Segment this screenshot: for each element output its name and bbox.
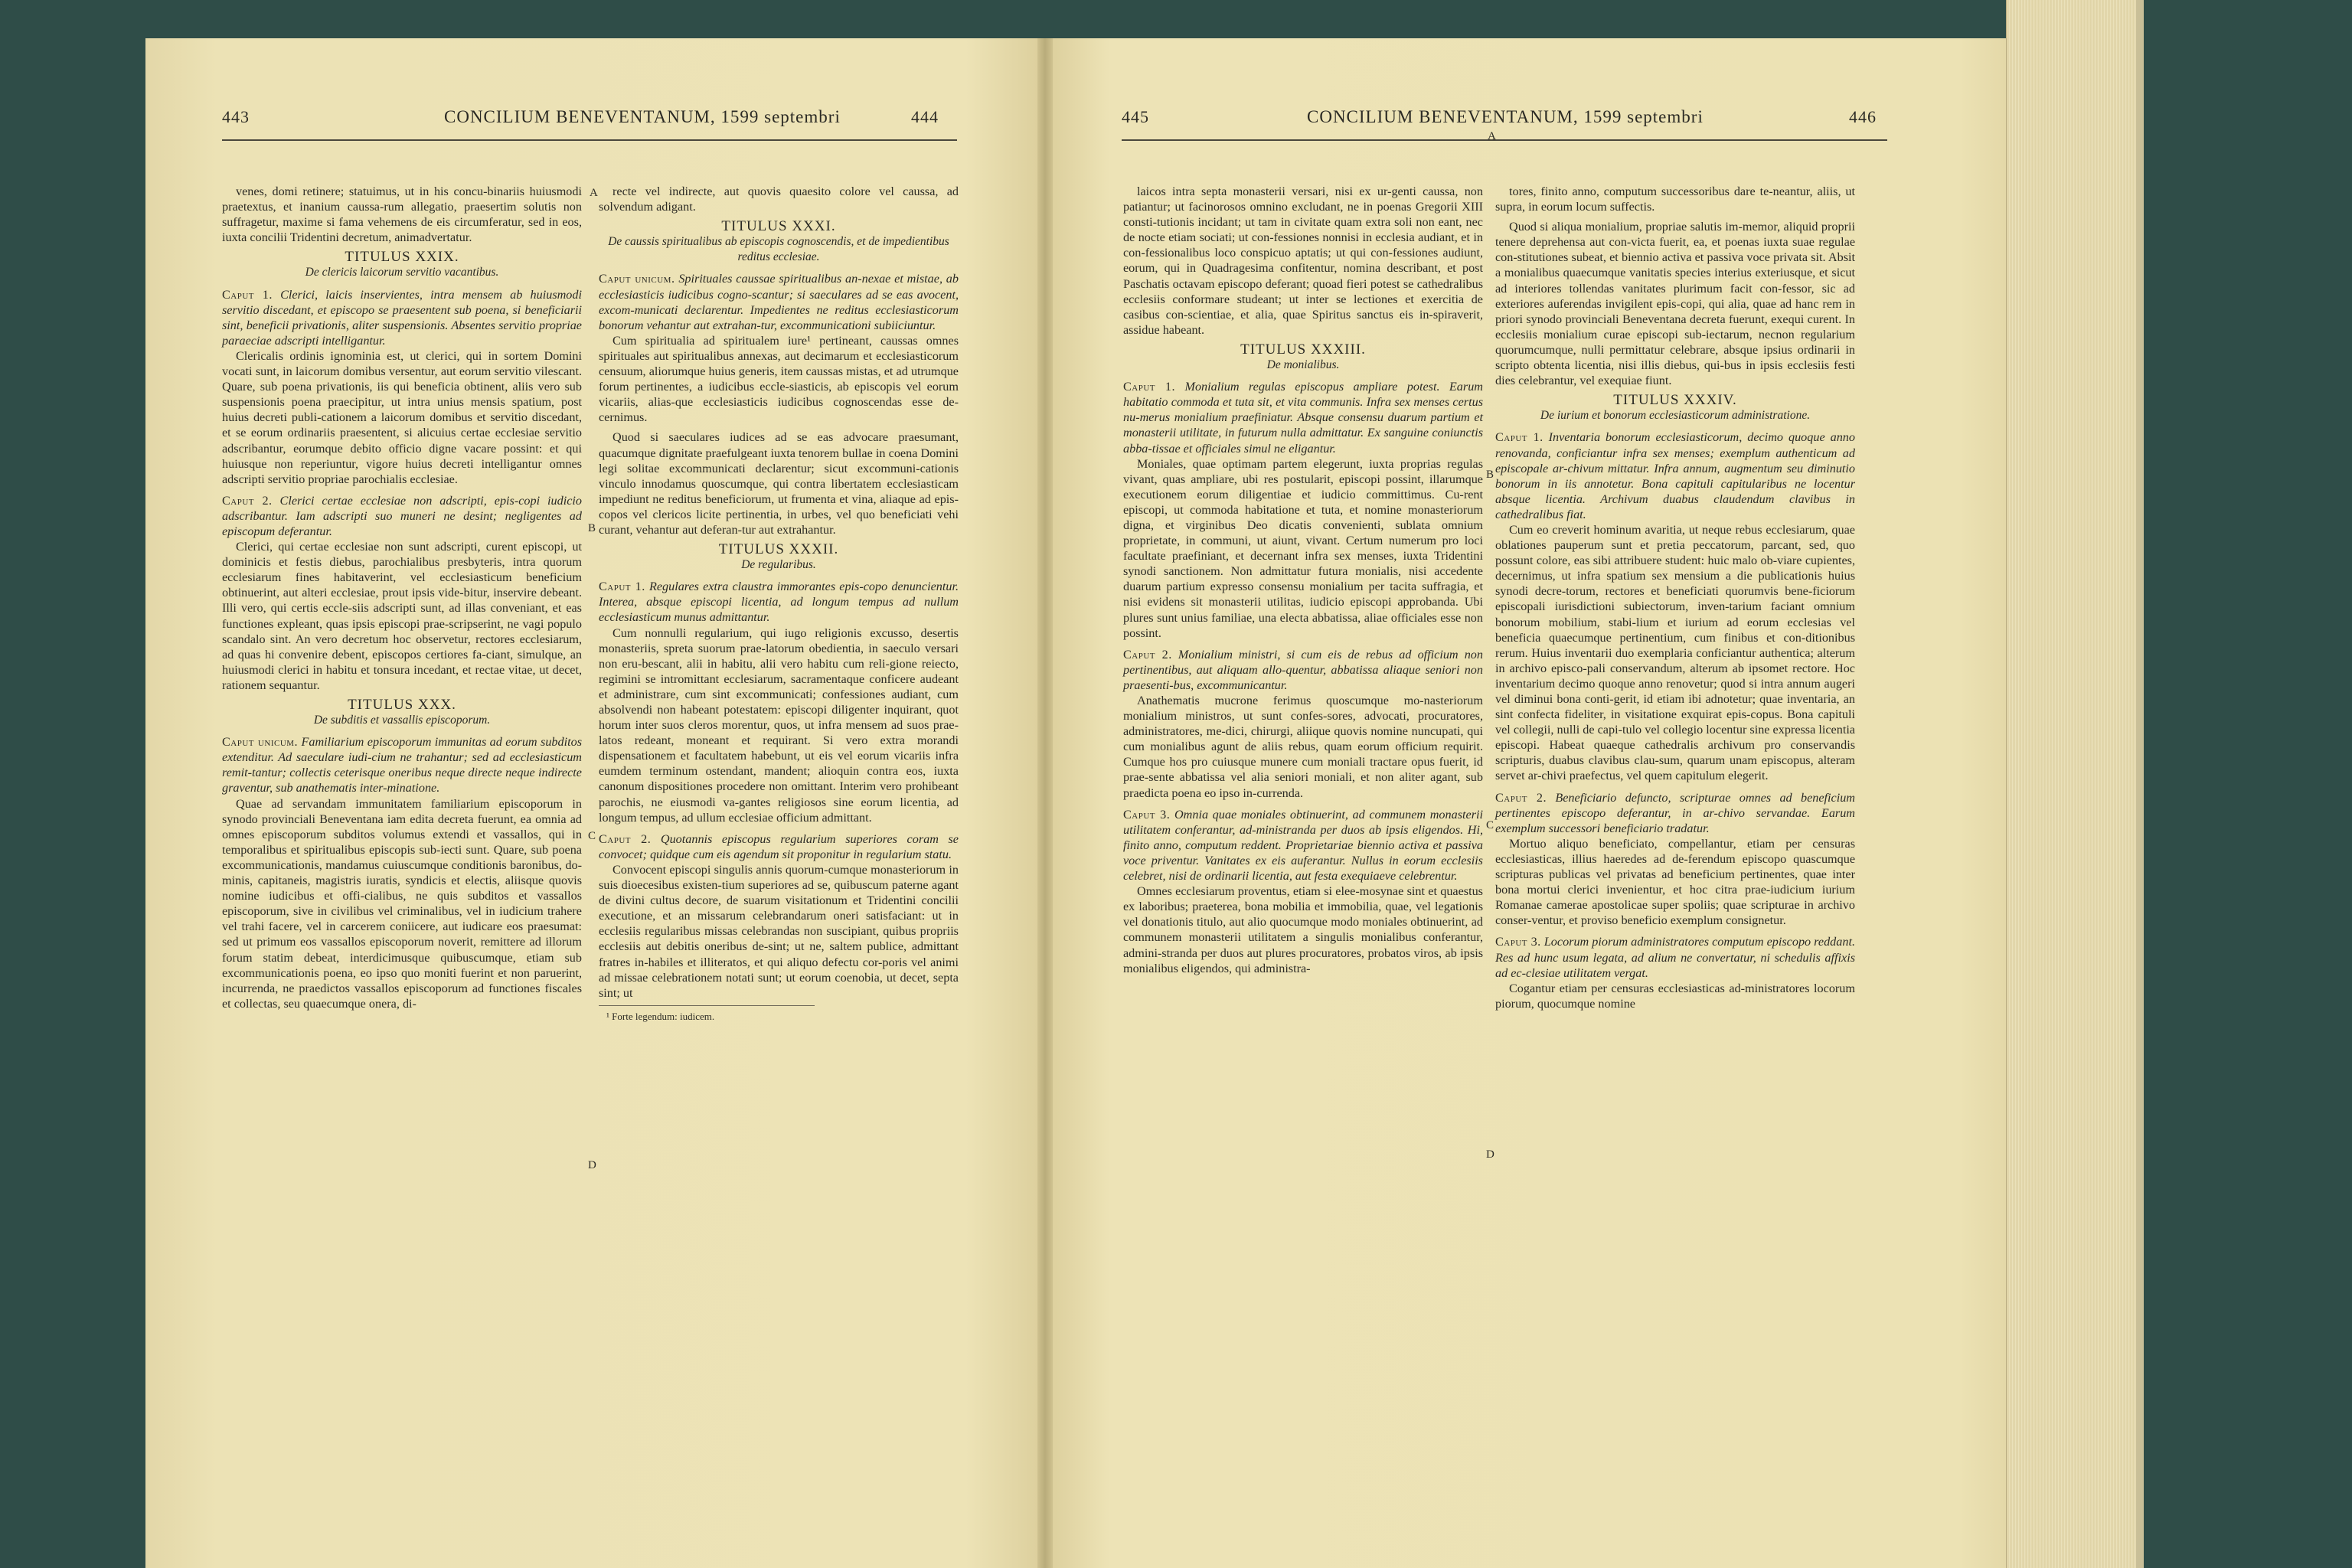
- chapter-summary: [599, 831, 959, 862]
- section-rubric: De caussis spiritualibus ab episcopis cognoscendis, et de impedientibus reditus ecclesiae.: [608, 235, 949, 264]
- chapter-summary: [1123, 807, 1483, 884]
- chapter-summary: [1495, 934, 1855, 980]
- margin-letter: A: [590, 187, 598, 199]
- chapter-label: Caput 2.: [222, 493, 273, 508]
- chapter-summary: [222, 734, 582, 795]
- book-gutter: [1037, 38, 1053, 1568]
- chapter-summary-text: Regulares extra claustra immorantes epis-copo denuncientur. Interea, absque episcopi licentia, ad longum tempus ad nullum ecclesiasticum munus admittantur.: [599, 580, 959, 625]
- body-paragraph: Cum spiritualia ad spiritualem iure¹ pertineant, caussas omnes spirituales aut spiritualibus annexas, aut decimarum et ecclesiasticorum censuum, aliorumque huius generis, item caussas mistas, et ad utrumque forum pertinentes, a iudicibus eccle-siasticis, ab episcopis vel eorum vicariis, alias-que ecclesiasticis iudicibus cognoscendas esse de-cernimus.: [599, 333, 959, 425]
- section-rubric: De monialibus.: [1266, 358, 1340, 372]
- chapter-summary: [1495, 430, 1855, 522]
- book-page-edges: [2006, 0, 2137, 1568]
- section-title: TITULUS XXXII.: [718, 541, 839, 558]
- chapter-summary-text: Monialium regulas episcopus ampliare potest. Earum habitatio commoda et tuta sit, et vita communis. Infra sex menses certus nu-merus monialium praefiniatur. Absque consensu duarum partium et monasterii utilitate, in futurum nulla admittatur. Ex sanguine coniunctis abba-tissae et officiales simul ne eligantur.: [1123, 380, 1483, 456]
- section-title: TITULUS XXXI.: [721, 218, 836, 235]
- margin-letter: B: [1486, 469, 1494, 481]
- chapter-summary: [1123, 647, 1483, 693]
- chapter-summary: [222, 493, 582, 539]
- chapter-summary-text: Inventaria bonorum ecclesiasticorum, decimo quoque anno renovanda, conficiantur infra sex menses; exemplum authenticum ad episcopale ar-chivum mittatur. Infra annum, augmentum seu diminutio bonorum in iis annotetur. Bona capituli capitularibus ne locentur absque licentia. Archivum duabus claudendum clavibus in cathedralibus fiat.: [1495, 430, 1855, 521]
- text-column: [222, 184, 582, 1016]
- chapter-summary-text: Spirituales caussae spiritualibus an-nexae et mistae, ab ecclesiasticis iudicibus cogno-scantur; si saeculares ad se eas avocent, excom-municati declarentur. Impedientes ne reditus ecclesiasticorum bonorum vehantur aut extrahan-tur, excommunicationi subiiciuntur.: [599, 272, 959, 332]
- margin-letter: C: [588, 830, 596, 842]
- body-paragraph: tores, finito anno, computum successoribus dare te-neantur, aliis, ut supra, in eorum locum suffectis.: [1495, 185, 1855, 214]
- chapter-summary: [1495, 790, 1855, 836]
- chapter-summary-text: Clerici certae ecclesiae non adscripti, epis-copi iudicio adscribantur. Iam adscripti suo muneri ne desint; negligentes ad episcopum deferantur.: [222, 493, 582, 538]
- header-rule: [1122, 139, 1887, 141]
- body-paragraph: Quod si aliqua monialium, propriae salutis im-memor, aliquid proprii tenere deprehensa aut con-victa fuerit, ea, et poenas iuxta suae regulae con-stitutiones subeat, et biennio activa et passiva voce privata sit. Absit a monialibus quaecumque vanitatis species interius exteriusque, et sicut ad interiores tollendas vanitates plurimum facit con-fessor, sic ad exteriores auferendas invigilent epis-copi, qui alia, quae ad hanc rem in priori synodo provinciali Beneventana decreta fuerunt, exequi curent. In ecclesiis monialium curae episcopi sub-iectarum, necnon regularium quorumcumque, nulli permittatur celebrare, absque ipsius ordinarii in scripto obtenta licentia, nisi illis diebus, qui-bus in ipsis ecclesiis festi dies celebrantur, vel exequiae fiunt.: [1495, 220, 1855, 388]
- body-paragraph: Cogantur etiam per censuras ecclesiasticas ad-ministratores locorum piorum, quocumque nomine: [1495, 981, 1855, 1011]
- body-paragraph: Clerici, qui certae ecclesiae non sunt adscripti, curent episcopi, ut dominicis et festis diebus, parochialibus presbyteris, intra quorum ecclesiarum fines habitaverint, vel ecclesiasticum beneficium obtinuerint, aut alteri ecclesiae, prout ipsis vide-bitur, inservire debeant. Illi vero, qui certis eccle-siis adscripti sunt, ad illas conveniant, et eas functiones expleant, quas ipsis episcopi prae-scripserint, ne vagi populo scandalo sint. An vero decretum hoc observetur, rectores ecclesiarum, ad quas hi convenire debent, episcopos certiores fa-ciant, simulque, an huiusmodi clerici in habitu et tonsura incedant, et rectae vitae, ut decet, rationem sequantur.: [222, 540, 582, 692]
- chapter-summary-text: Clerici, laicis inservientes, intra mensem ab huiusmodi servitio discedant, et episcopo se praesentent sub poena, si beneficiarii sint, beneficii privationis, aliter suspensionis. Absentes servitio propriae paraeciae adscripti intelligantur.: [222, 287, 582, 348]
- chapter-summary: [1123, 379, 1483, 456]
- section-title: TITULUS XXIX.: [345, 249, 459, 266]
- chapter-summary: [599, 271, 959, 332]
- chapter-label: Caput unicum.: [222, 735, 299, 750]
- running-title: CONCILIUM BENEVENTANUM, 1599 septembri: [1307, 107, 1704, 126]
- footnote: ¹ Forte legendum: iudicem.: [599, 1005, 815, 1024]
- chapter-label: Caput unicum.: [599, 272, 675, 286]
- body-paragraph: Omnes ecclesiarum proventus, etiam si elee-mosynae sint et quaestus ex laboribus; praeterea, bona mobilia et immobilia, quae, vel legationis vel donationis titulo, aut alio quocumque modo moniales obtinuerint, ad communem monasterii utilitatem a singulis monialibus conferantur, admini-stranda per duos aut plures procuratores, probatos viros, ab ipsis monialibus eligendos, qui administra-: [1123, 884, 1483, 975]
- body-paragraph: Cum eo creverit hominum avaritia, ut neque rebus ecclesiarum, quae oblationes pauperum sunt et pretia peccatorum, parcant, sed, quo possunt colore, eas sibi attribuere student: huic malo ob-viare cupientes, decernimus, ut infra spatium sex mensium a die publicationis huius synodi decre-torum, rectores et beneficiati quorumvis bene-ficiorum episcopali iurisdictioni subiectorum, inven-tarium faciant omnium bonorum mobilium, stabi-lium et iurium ad eorum ecclesias vel beneficia quaecumque pertinentium, cum finibus et con-ditionibus rerum. Huius inventarii duo exemplaria conficiantur authentica; alterum in archivo episco-pali conservandum, alterum ab ipsomet rectore. Hoc inventarium decimo quoque anno renovetur; quod si intra annum augeri vel diminui bona conti-gerit, id etiam ibi adnotetur; quae inventaria, an sint confecta fideliter, in visitatione exquirat epis-copus. Bona capituli vel collegii, nulli de capi-tulo vel collegio locentur sine expressa licentia episcopi. Habeat quaeque cathedralis archivum pro conservandis scripturis, duabus clavibus clau-sum, quarum unam episcopus, alteram servet ar-chivi praefectus, vel quem capitulum elegerit.: [1495, 522, 1855, 783]
- body-paragraph: Anathematis mucrone ferimus quoscumque mo-nasteriorum monialium ministros, ut sunt confes-sores, advocati, procuratores, administratores, me-dici, chirurgi, aliique quovis nomine nuncupati, qui cum monialibus agunt de aliis rebus, quam eorum officium requirit. Cumque hos pro cuiusque munere cum moniali tractare opus fuerit, id prae-sente abbatissa vel alia seniori moniali, et non aliter agant, sub praedicta poena eo ipso in-currenda.: [1123, 694, 1483, 800]
- chapter-label: Caput 1.: [599, 580, 645, 594]
- chapter-label: Caput 1.: [222, 287, 273, 302]
- page-number: 446: [1849, 107, 1877, 126]
- chapter-summary-text: Quotannis episcopus regularium superiores coram se convocet; quidque cum eis agendum sit proponitur in regularium statu.: [599, 831, 959, 861]
- section-rubric: De clericis laicorum servitio vacantibus.: [305, 266, 499, 279]
- body-paragraph: Cum nonnulli regularium, qui iugo religionis excusso, desertis monasteriis, spreta suorum prae-latorum obedientia, in saeculo versari non eru-bescant, alii in habitu, alii vero habitu cum reli-gione reiecto, regimini se intromittant ecclesiarum, sacramentaque conficere audeant et administrare, cum sint excommunicati; confessiones audiant, cum absolvendi non habeant potestatem: episcopi diligenter inquirant, quot horum inter suos cleros morentur, quos, ut infra mensem ad suos prae-latos redeant, moneant et requirant. Si vero extra morandi dispensationem et facultatem habebunt, ut eis vel eorum vicariis infra eumdem terminum ostendant, mandent; alioquin contra eos, iuxta canonum dispositiones procedere non omittant. Interim vero prohibeant parochis, ne eiusmodi va-gantes religiosos sine eorum licentia, ad longum tempus, ad ullum ecclesiae officium admittant.: [599, 626, 959, 825]
- running-header: [222, 107, 957, 138]
- chapter-summary-text: Familiarium episcoporum immunitas ad eorum subditos extenditur. Ad saeculare iudi-cium ne trahantur; sed ad ecclesiasticum remit-tantur; collectis ceterisque oneribus neque directe neque indirecte graventur, sub anathematis inter-minatione.: [222, 735, 583, 795]
- margin-letter: B: [588, 522, 596, 534]
- section-title: TITULUS XXXIII.: [1240, 341, 1366, 358]
- book-edge-shadow: [2136, 0, 2144, 1568]
- chapter-label: Caput 2.: [1123, 647, 1172, 662]
- margin-letter: C: [1486, 819, 1494, 831]
- margin-letter: D: [1486, 1148, 1494, 1161]
- section-rubric: De iurium et bonorum ecclesiasticorum administratione.: [1540, 409, 1811, 423]
- section-rubric: De subditis et vassallis episcoporum.: [313, 714, 491, 727]
- body-paragraph: Clericalis ordinis ignominia est, ut clerici, qui in sortem Domini vocati sunt, in laicorum domibus versentur, aut eorum servitio vilescant. Quare, sub poena privationis, iis qui beneficia obtinent, aliis vero sub suspensionis poena praecipitur, ut intra unius mensis spatium, post huius decreti publi-cationem a laicorum domibus et servitio discedant, et se eorum ordinariis praesentent, si alicuius certae ecclesiae servitio adscribantur, eorumque debito officio digne vacare possint: et qui huiusque non reperiuntur, vigore huius decreti intelligantur omnes adscripti servitio propriae parochialis ecclesiae.: [222, 348, 582, 486]
- section-rubric: De regularibus.: [741, 558, 816, 572]
- right-page: [1053, 38, 2006, 1568]
- running-header: [1122, 107, 1887, 138]
- chapter-summary-text: Omnia quae moniales obtinuerint, ad communem monasterii utilitatem conferantur, ad-ministranda per duos ab ipsis eligendos. Hi, finito anno, computum reddent. Proprietariae biennio activa et passiva voce priventur. Vanitates ex eis auferantur. Nullus in eorum ecclesiis celebret, nisi de ordinarii licentia, aut festa exequiaeve celebrentur.: [1123, 807, 1483, 884]
- left-page: [145, 38, 1037, 1568]
- running-title: CONCILIUM BENEVENTANUM, 1599 septembri: [444, 107, 841, 126]
- chapter-label: Caput 2.: [599, 831, 652, 846]
- chapter-summary: [222, 287, 582, 348]
- chapter-label: Caput 3.: [1495, 935, 1541, 949]
- chapter-label: Caput 3.: [1123, 807, 1171, 822]
- page-number: 445: [1122, 107, 1149, 126]
- body-paragraph: recte vel indirecte, aut quovis quaesito colore vel caussa, ad solvendum adigant.: [599, 185, 959, 214]
- section-title: TITULUS XXX.: [348, 697, 456, 713]
- chapter-summary: [599, 579, 959, 625]
- chapter-label: Caput 2.: [1495, 790, 1547, 805]
- body-paragraph: Quod si saeculares iudices ad se eas advocare praesumant, quacumque dignitate praefulgeant iuxta tenorem bullae in coena Domini legi solitae excommunicati declarentur; sicut excommuni-cationis vinculo innodamus quoscumque, qui contra libertatem ecclesiasticam impediunt ne reditus beneficiorum, ut frumenta et vina, aliaque ad epis-copos vel clericos licite pertinentia, in urbes, vel quo beneficiati vehi curant, vehantur aut deferan-tur aut extrahantur.: [599, 430, 959, 537]
- body-paragraph: Moniales, quae optimam partem elegerunt, iuxta proprias regulas vivant, quas ampliare, ubi res postularit, episcopi possint, illarumque executionem eorum diligentiae et iudicio committimus. Cu-rent episcopi, ut commoda habitatione et tuta, et nomine monasteriorum digna, et virginibus Deo dicatis convenienti, sublata omnium proprietate, in communi, ut aiunt, vivant. Certum numerum pro loci facultate praefiniant, et decernant infra sex menses, iuxta Tridentini synodi sanctionem. Non admittatur futura monialis, nisi accedente duarum partium expresso consensu monialium per tacita suffragia, et nisi evidens sit monasterii utilitas, iudicio episcopi approbanda. Ubi plures sunt unius familiae, una electa abbatissa, aliae officiales esse non possint.: [1123, 456, 1483, 640]
- chapter-label: Caput 1.: [1123, 380, 1176, 394]
- page-number: 443: [222, 107, 250, 126]
- margin-letter: D: [588, 1159, 596, 1171]
- page-number: 444: [911, 107, 939, 126]
- chapter-label: Caput 1.: [1495, 430, 1544, 445]
- body-paragraph: Mortuo aliquo beneficiato, compellantur, etiam per censuras ecclesiasticas, illius haeredes ad de-ferendum episcopo quascumque scripturas publicas vel privatas ad beneficium pertinentes, quae inter bona mortui clerici invenientur, et hoc citra prae-iudicium iurium Romanae camerae apostolicae super spoliis; quae scripturae in archivo conser-ventur, et proviso beneficio exemplum consignetur.: [1495, 836, 1855, 928]
- chapter-summary-text: Beneficiario defuncto, scripturae omnes ad beneficium pertinentes episcopo deferantur, in ar-chivo servandae. Earum exemplum successori beneficiario tradatur.: [1495, 790, 1855, 835]
- chapter-summary-text: Locorum piorum administratores computum episcopo reddant. Res ad hunc usum legata, ad alium ne convertatur, ni schedulis affixis ad ec-clesiae utilitatem vergat.: [1495, 935, 1855, 980]
- text-column: [599, 184, 959, 1024]
- text-column: [1495, 184, 1855, 1016]
- body-paragraph: laicos intra septa monasterii versari, nisi ex ur-genti caussa, non patiantur; ut facinorosos omnino excludant, ne in poenas Gregorii XIII consti-tutionis incidant; ut tam in civitate quam extra soli non eant, nec de nocte etiam sociati; ut con-fessiones nonnisi in ecclesia audiant, et in con-fessionalibus loco conspicuo aptatis; ut qui con-fessiones audiunt, eorum, qui in Quadragesima confitentur, nomina describant, et post Paschatis octavam episcopo deferant; quoad fieri potest se cathedralibus ecclesiis conformare studeant; ut inter se lectiones et exercitia de casibus con-scientiae, et alia, quae Spiritus sanctus eis in-spiraverit, assidue habeant.: [1123, 185, 1483, 337]
- section-title: TITULUS XXXIV.: [1613, 392, 1737, 409]
- text-column: [1123, 184, 1483, 981]
- body-paragraph: venes, domi retinere; statuimus, ut in his concu-binariis huiusmodi praetextus, et inanium caussa-rum allegatio, praesertim solutis non suffragetur, maxime si fama vehemens de eis circumferatur, sed in eos, iuxta concilii Tridentini decretum, animadvertatur.: [222, 185, 582, 245]
- header-rule: [222, 139, 957, 141]
- body-paragraph: Quae ad servandam immunitatem familiarium episcoporum in synodo provinciali Beneventana iam edita decreta fuerunt, ea omnia ad omnes episcoporum subditos volumus extendi et vassallos, qui in temporalibus et spiritualibus episcopis sub-iecti sunt. Quare, sub poena excommunicationis, mandamus cuiuscumque conditionis baronibus, do-minis, capitaneis, magistris iuratis, syndicis et electis, aliisque quovis nomine iudicibus et offi-cialibus, ne quis subditos et vassallos episcoporum, sive in civilibus vel criminalibus, vel in iudicium trahere vel trahi facere, vel in carcerem coniicere, aut iudicare eos praesumat: sed ut primum eos vassallos episcoporum noverit, remittere ad illorum forum statim debeat, interdicimusque quibuscumque, etiam sub excommunicationis poena, eo ipso quo moniti fuerint et non paruerint, incurrenda, ne praedictos vassallos episcoporum ad functiones fiscales et collectas, seu quaecumque onera, di-: [222, 796, 582, 1011]
- chapter-summary-text: Monialium ministri, si cum eis de rebus ad officium non pertinentibus, aut aliquam allo-quentur, abbatissa aliaque seniori non praesenti-bus, excommunicantur.: [1123, 647, 1483, 692]
- body-paragraph: Convocent episcopi singulis annis quorum-cumque monasteriorum in suis dioecesibus existen-tium superiores ad se, quibuscum paterne agant de divini cultus decore, de suarum visitationum et Tridentini concilii executione, et an missarum celebrandarum oneri satisfaciant: ut in ecclesiis regularibus missas celebrandas non suscipiant, quibus propriis ecclesiis aut debitis oneribus de-sint; ut ne, saltem publice, admittant fratres in-habiles et illiteratos, et qui aliquo defectu cor-poris vel animi ad missae celebrationem notati sunt; ut eorum coenobia, ut decet, septa sint; ut: [599, 862, 959, 1000]
- margin-letter: A: [1488, 130, 1496, 142]
